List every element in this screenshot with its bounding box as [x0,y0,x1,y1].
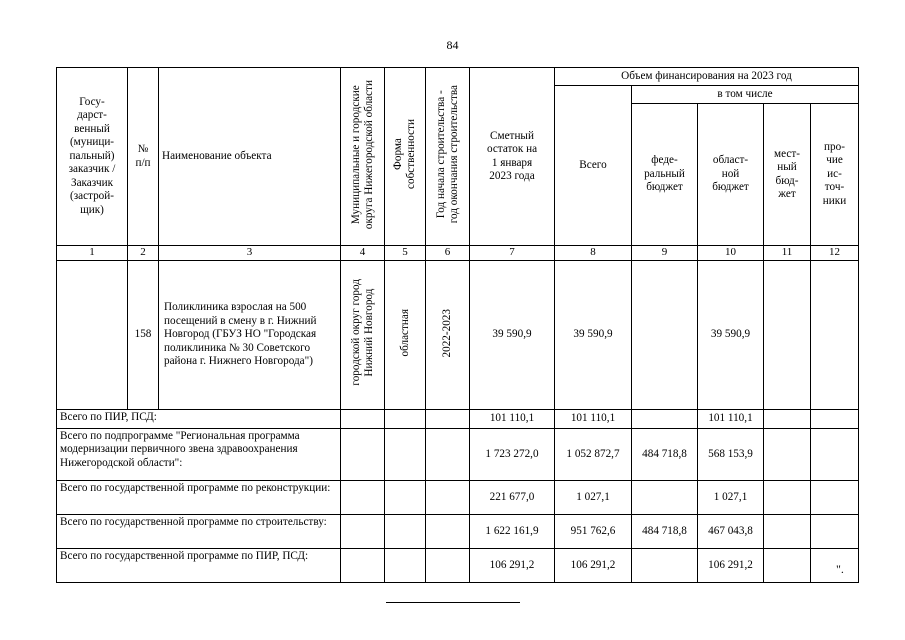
total-total: 1 027,1 [555,481,632,515]
header-regional: област- ной бюджет [698,104,764,246]
header-years: Год начала строительства - год окончания строительства [426,68,470,246]
total-federal [632,549,698,583]
column-number: 9 [632,246,698,261]
total-federal [632,410,698,429]
header-customer: Госу- дарст- венный (муници- пальный) заказчик / Заказчик (застрой- щик) [57,68,128,246]
total-label: Всего по государственной программе по реконструкции: [57,481,341,515]
total-total: 101 110,1 [555,410,632,429]
object-other [811,261,859,410]
column-number: 10 [698,246,764,261]
column-number: 5 [385,246,426,261]
funding-table [56,67,859,583]
page-number: 84 [446,38,459,52]
total-row [57,410,859,429]
column-number: 3 [159,246,341,261]
object-customer [57,261,128,410]
column-number: 8 [555,246,632,261]
column-number: 11 [764,246,811,261]
total-remaining: 106 291,2 [470,549,555,583]
total-regional: 101 110,1 [698,410,764,429]
header-including: в том числе [632,86,859,104]
total-regional: 568 153,9 [698,429,764,481]
object-ownership: областная [385,261,426,410]
header-other: про- чие ис- точ- ники [811,104,859,246]
total-total: 106 291,2 [555,549,632,583]
header-remaining: Сметный остаток на 1 января 2023 года [470,68,555,246]
total-regional: 106 291,2 [698,549,764,583]
object-row [57,261,859,410]
total-remaining: 1 723 272,0 [470,429,555,481]
footer-divider [386,602,520,603]
column-number: 12 [811,246,859,261]
object-name: Поликлиника взрослая на 500 посещений в смену в г. Нижний Новгород (ГБУЗ НО "Городская поликлиника № 30 Советского района г. Нижнего Новгорода") [159,261,341,410]
total-remaining: 101 110,1 [470,410,555,429]
total-row [57,515,859,549]
total-total: 951 762,6 [555,515,632,549]
total-label: Всего по подпрограмме "Региональная программа модернизации первичного звена здравоохранения Нижегородской области": [57,429,341,481]
closing-quote: ". [836,562,844,576]
column-numbers-row [57,246,859,261]
header-local: мест- ный бюд- жет [764,104,811,246]
header-federal: феде- ральный бюджет [632,104,698,246]
header-municipality: Муниципальные и городские округа Нижегородской области [341,68,385,246]
object-num: 158 [128,261,159,410]
total-row [57,549,859,583]
total-remaining: 1 622 161,9 [470,515,555,549]
total-regional: 467 043,8 [698,515,764,549]
total-row [57,481,859,515]
header-total: Всего [555,86,632,246]
column-number: 4 [341,246,385,261]
total-label: Всего по государственной программе по ПИР, ПСД: [57,549,341,583]
total-regional: 1 027,1 [698,481,764,515]
header-num: № п/п [128,68,159,246]
object-years: 2022-2023 [426,261,470,410]
total-remaining: 221 677,0 [470,481,555,515]
object-remaining: 39 590,9 [470,261,555,410]
column-number: 7 [470,246,555,261]
total-label: Всего по государственной программе по строительству: [57,515,341,549]
total-total: 1 052 872,7 [555,429,632,481]
column-number: 6 [426,246,470,261]
total-row [57,429,859,481]
object-municipality: городской округ город Нижний Новгород [341,261,385,410]
object-local [764,261,811,410]
object-total: 39 590,9 [555,261,632,410]
column-number: 2 [128,246,159,261]
object-federal [632,261,698,410]
header-object-name: Наименование объекта [159,68,341,246]
total-federal: 484 718,8 [632,429,698,481]
object-regional: 39 590,9 [698,261,764,410]
column-number: 1 [57,246,128,261]
total-federal: 484 718,8 [632,515,698,549]
total-label: Всего по ПИР, ПСД: [57,410,341,429]
total-federal [632,481,698,515]
header-funding-group: Объем финансирования на 2023 год [555,68,859,86]
header-ownership: Форма собственности [385,68,426,246]
